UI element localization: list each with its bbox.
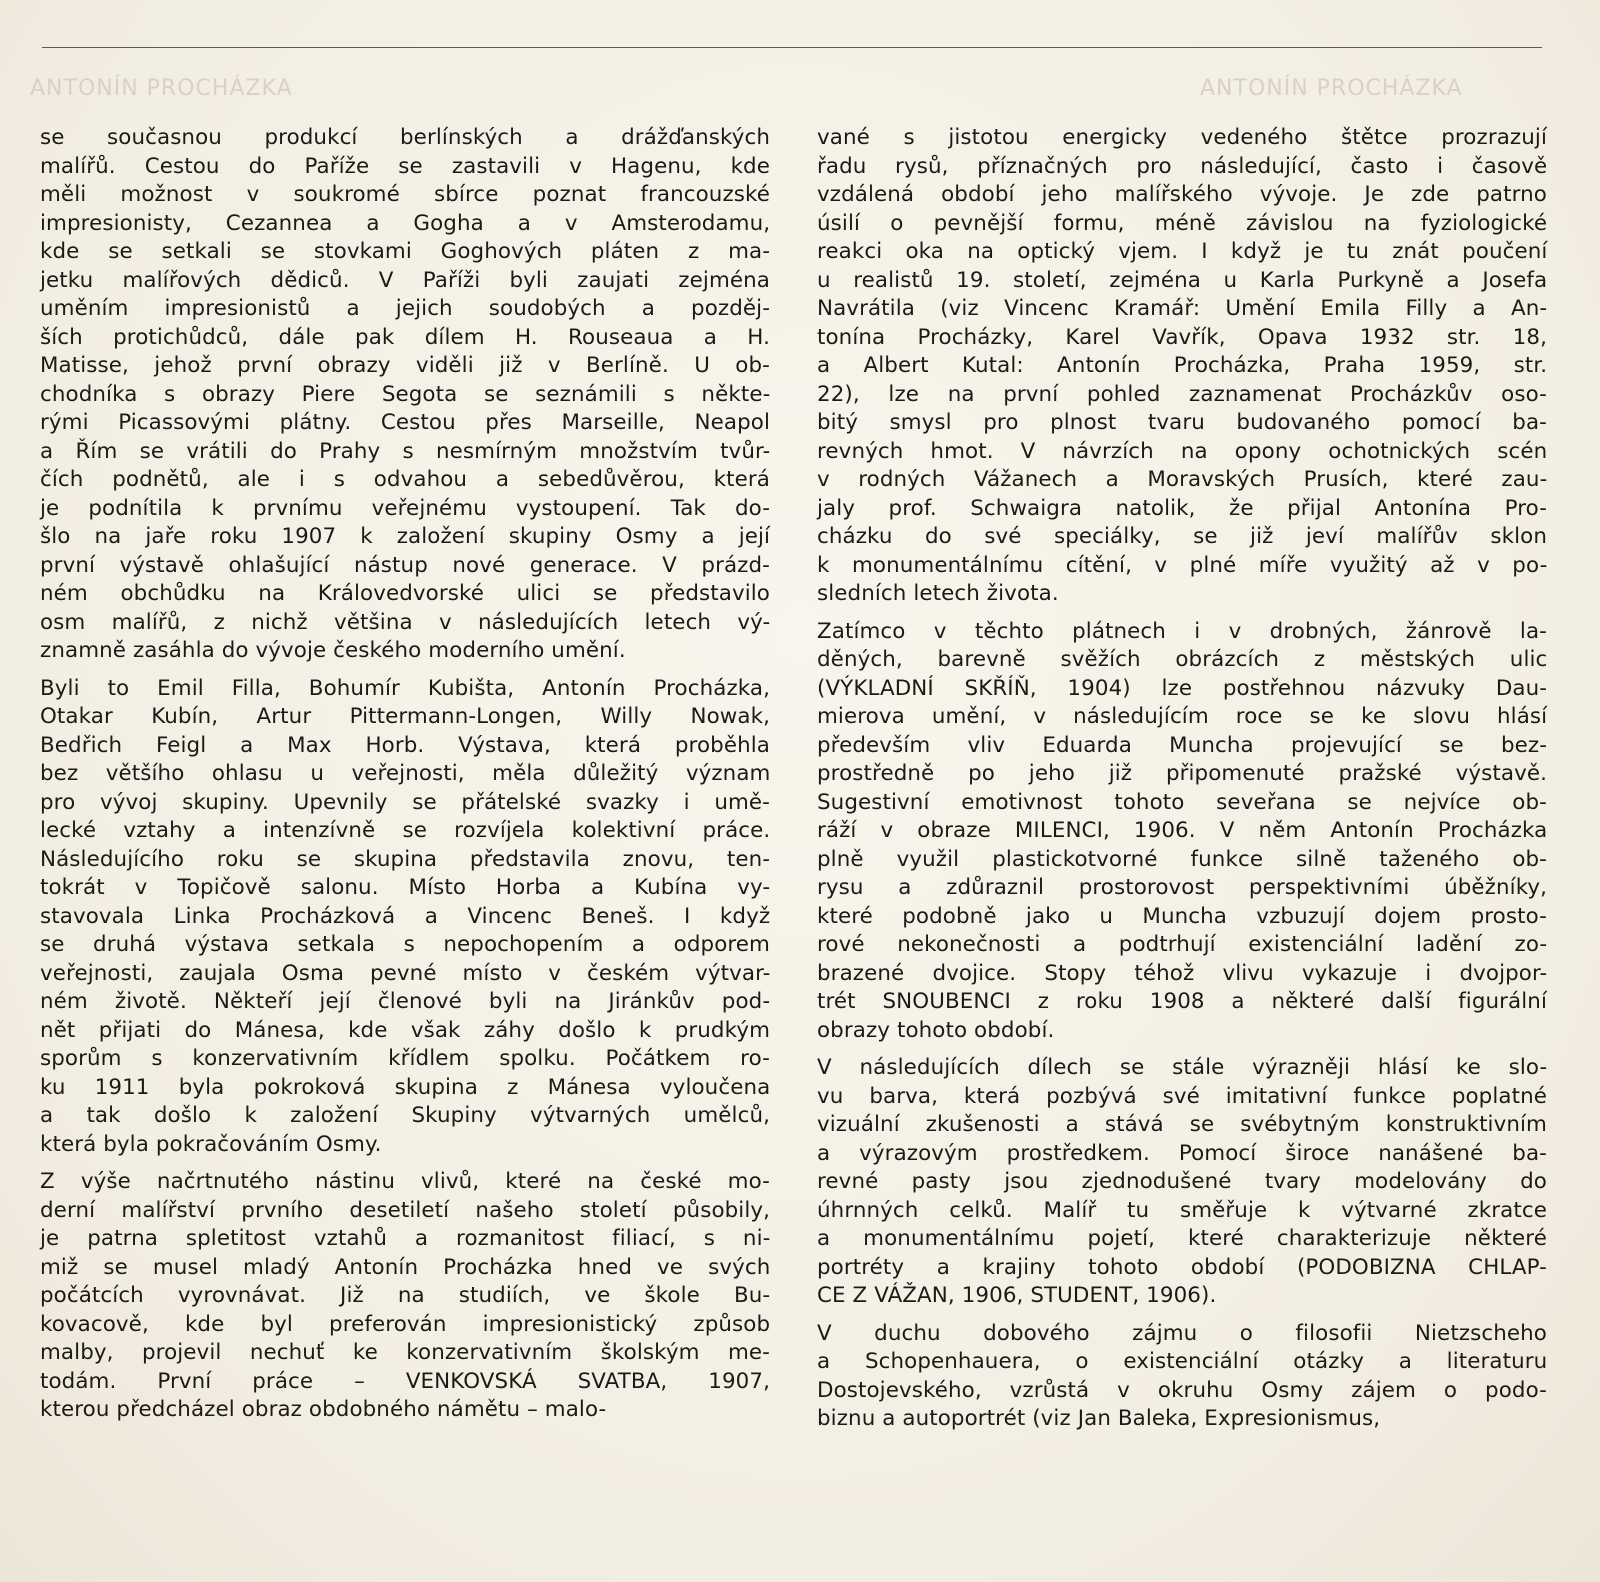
text-line: vané s jistotou energicky vedeného štětce prozrazují — [817, 125, 1547, 150]
text-line: ném obchůdku na Královedvorské ulici se představilo — [40, 581, 770, 606]
text-line: bez většího ohlasu u veřejnosti, měla důležitý význam — [40, 761, 771, 786]
text-line: k monumentálnímu cítění, v plné míře využitý až v po- — [817, 552, 1548, 578]
text-line: je patrna spletitost vztahů a rozmanitost filiací, s ni- — [40, 1226, 771, 1251]
text-line: ráží v obraze MILENCI, 1906. V něm Antonín Procházka — [817, 818, 1548, 843]
text-line: tokrát v Topičově salonu. Místo Horba a Kubína vy- — [40, 875, 771, 900]
text-line: a tak došlo k založení Skupiny výtvarných umělců, — [40, 1103, 770, 1128]
text-line: a Albert Kutal: Antonín Procházka, Praha 1959, str. — [817, 353, 1548, 378]
text-line: biznu a autoportrét (viz Jan Baleka, Expresionismus, — [817, 1406, 1381, 1431]
paragraph — [817, 124, 1547, 609]
text-line: a Schopenhauera, o existenciální otázky a literaturu — [817, 1349, 1548, 1374]
text-line: derní malířství prvního desetiletí našeho století působily, — [40, 1197, 771, 1223]
text-line: V duchu dobového zájmu o filosofii Nietzscheho — [817, 1320, 1547, 1346]
text-line: vu barva, která pozbývá své imitativní funkce poplatné — [817, 1083, 1548, 1109]
text-line: a Řím se vrátili do Prahy s nesmírným množstvím tvůr- — [40, 438, 771, 464]
text-line: čích podnětů, ale i s odvahou a sebedůvěrou, která — [40, 467, 770, 492]
text-line: nět přijati do Mánesa, kde však záhy došlo k prudkým — [40, 1017, 771, 1043]
text-line: vzdálená období jeho malířského vývoje. Je zde patrno — [817, 182, 1547, 207]
text-line: miž se musel mladý Antonín Procházka hned ve svých — [40, 1254, 771, 1280]
text-line: v rodných Vážanech a Moravských Prusích, které zau- — [817, 467, 1548, 492]
text-line: ném životě. Někteří její členové byli na Jiránkův pod- — [40, 989, 771, 1014]
text-line: Dostojevského, vzrůstá v okruhu Osmy zájem o podo- — [817, 1377, 1547, 1403]
text-line: se současnou produkcí berlínských a drážďanských — [40, 125, 770, 150]
text-line: stavovala Linka Procházková a Vincenc Beneš. I když — [40, 903, 771, 929]
text-line: se druhá výstava setkala s nepochopením a odporem — [40, 932, 770, 957]
text-line: Otakar Kubín, Artur Pittermann-Longen, Willy Nowak, — [40, 704, 770, 729]
left-text-column — [40, 124, 770, 1434]
text-line: jetku malířových dědiců. V Paříži byli zaujati zejména — [40, 267, 771, 293]
text-line: Zatímco v těchto plátnech i v drobných, žánrově la- — [817, 618, 1547, 644]
text-line: osm malířů, z nichž většina v následujících letech vý- — [40, 609, 771, 635]
text-line: rové nekonečnosti a podtrhují existenciální ladění zo- — [817, 932, 1548, 957]
text-line: todám. První práce – VENKOVSKÁ SVATBA, 1907, — [40, 1368, 770, 1394]
text-line: trét SNOUBENCI z roku 1908 a některé další figurální — [817, 989, 1547, 1014]
text-line: revné pasty jsou zjednodušené tvary modelovány do — [817, 1169, 1547, 1194]
text-line: které podobně jako u Muncha vzbuzují dojem prosto- — [817, 903, 1547, 929]
text-line: a výrazovým prostředkem. Pomocí široce nanášené ba- — [817, 1140, 1547, 1166]
text-line: reakci oka na optický vjem. I když je tu znát poučení — [817, 239, 1548, 264]
text-line: CE Z VÁŽAN, 1906, STUDENT, 1906). — [817, 1283, 1217, 1308]
paragraph — [40, 1168, 770, 1425]
text-line: portréty a krajiny tohoto období (PODOBIZNA CHLAP- — [817, 1254, 1547, 1280]
text-line: ku 1911 byla pokroková skupina z Mánesa vyloučena — [40, 1074, 771, 1100]
text-line: měli možnost v soukromé sbírce poznat francouzské — [40, 182, 770, 207]
header-rule — [42, 47, 1542, 48]
text-line: malířů. Cestou do Paříže se zastavili v Hagenu, kde — [40, 153, 770, 179]
text-line: vizuální zkušenosti a stává se svébytným konstruktivním — [817, 1112, 1547, 1137]
text-line: kterou předcházel obraz obdobného námětu – malo- — [40, 1397, 607, 1422]
text-line: rysu a zdůraznil prostorovost perspektivními úběžníky, — [817, 875, 1548, 900]
text-line: bitý smysl pro plnost tvaru budovaného pomocí ba- — [817, 410, 1547, 435]
text-line: především vliv Eduarda Muncha projevující se bez- — [817, 732, 1548, 758]
text-line: rými Picassovými plátny. Cestou přes Marseille, Neapol — [40, 410, 770, 435]
text-line: lecké vztahy a intenzívně se rozvíjela kolektivní práce. — [40, 818, 771, 843]
text-line: děných, barevně svěžích obrázcích z městských ulic — [817, 647, 1548, 672]
text-line: řadu rysů, příznačných pro následující, často i časově — [817, 153, 1548, 179]
text-line: Bedřich Feigl a Max Horb. Výstava, která proběhla — [40, 732, 770, 758]
text-line: ších protichůdců, dále pak dílem H. Rouseaua a H. — [40, 324, 770, 350]
text-line: Byli to Emil Filla, Bohumír Kubišta, Antonín Procházka, — [40, 675, 770, 701]
text-line: znamně zasáhla do vývoje českého moderního umění. — [40, 638, 626, 663]
text-line: Z výše načrtnutého nástinu vlivů, které na české mo- — [40, 1169, 770, 1194]
right-text-column — [817, 124, 1547, 1443]
paragraph — [817, 618, 1547, 1046]
text-line: první výstavě ohlašující nástup nové generace. V prázd- — [40, 552, 770, 578]
paragraph — [817, 1054, 1547, 1311]
text-line: prostředně po jeho již připomenuté pražské výstavě. — [817, 761, 1547, 786]
paragraph — [40, 675, 770, 1160]
show-through-header-left: ANTONÍN PROCHÁZKA — [30, 76, 293, 101]
text-line: u realistů 19. století, zejména u Karla Purkyně a Josefa — [817, 267, 1548, 293]
text-line: revných hmot. V návrzích na opony ochotnických scén — [817, 438, 1548, 464]
text-line: pro vývoj skupiny. Upevnily se přátelské svazky i umě- — [40, 789, 770, 815]
text-line: úhrnných celků. Malíř tu směřuje k výtvarné zkratce — [817, 1197, 1547, 1223]
text-line: a monumentálnímu pojetí, které charakterizuje některé — [817, 1226, 1547, 1251]
text-line: plně využil plastickotvorné funkce silně taženého ob- — [817, 846, 1547, 872]
text-line: impresionisty, Cezannea a Gogha a v Amsterodamu, — [40, 210, 771, 236]
text-line: veřejnosti, zaujala Osma pevné místo v českém výtvar- — [40, 960, 771, 986]
text-line: cházku do své speciálky, se již jeví malířův sklon — [817, 524, 1547, 549]
text-line: chodníka s obrazy Piere Segota se seznámili s někte- — [40, 381, 771, 407]
paragraph — [40, 124, 770, 666]
text-line: malby, projevil nechuť ke konzervativním školským me- — [40, 1340, 770, 1365]
text-line: brazené dvojice. Stopy téhož vlivu vykazuje i dvojpor- — [817, 960, 1548, 986]
text-line: mierova umění, v následujícím roce se ke slovu hlásí — [817, 704, 1548, 729]
text-line: sporům s konzervativním křídlem spolku. Počátkem ro- — [40, 1046, 770, 1071]
text-line: kovacově, kde byl preferován impresionistický způsob — [40, 1311, 771, 1337]
text-line: (VÝKLADNÍ SKŘÍŇ, 1904) lze postřehnou názvuky Dau- — [817, 675, 1548, 701]
text-line: šlo na jaře roku 1907 k založení skupiny Osmy a její — [40, 524, 771, 549]
text-line: počátcích vyrovnávat. Již na studiích, ve škole Bu- — [40, 1283, 771, 1308]
text-line: V následujících dílech se stále výrazněji hlásí ke slo- — [817, 1055, 1548, 1080]
text-line: Sugestivní emotivnost tohoto seveřana se nejvíce ob- — [817, 789, 1547, 815]
text-line: úsilí o pevnější formu, méně závislou na fyziologické — [817, 210, 1548, 236]
text-line: sledních letech života. — [817, 581, 1059, 606]
text-line: obrazy tohoto období. — [817, 1017, 1055, 1043]
text-line: uměním impresionistů a jejich soudobých a pozděj- — [40, 296, 771, 321]
paragraph — [817, 1320, 1547, 1434]
text-line: kde se setkali se stovkami Goghových pláten z ma- — [40, 239, 771, 264]
text-line: Následujícího roku se skupina představila znovu, ten- — [40, 846, 771, 872]
text-line: Navrátila (viz Vincenc Kramář: Umění Emila Filly a An- — [817, 296, 1548, 321]
text-line: tonína Procházky, Karel Vavřík, Opava 1932 str. 18, — [817, 324, 1547, 350]
text-line: je podnítila k prvnímu veřejnému vystoupení. Tak do- — [40, 495, 771, 521]
text-line: Matisse, jehož první obrazy viděli již v Berlíně. U ob- — [40, 353, 770, 378]
text-line: jaly prof. Schwaigra natolik, že přijal Antonína Pro- — [817, 495, 1548, 521]
show-through-header-right: ANTONÍN PROCHÁZKA — [1200, 76, 1463, 101]
text-line: která byla pokračováním Osmy. — [40, 1131, 382, 1157]
text-line: 22), lze na první pohled zaznamenat Procházkův oso- — [817, 381, 1547, 407]
